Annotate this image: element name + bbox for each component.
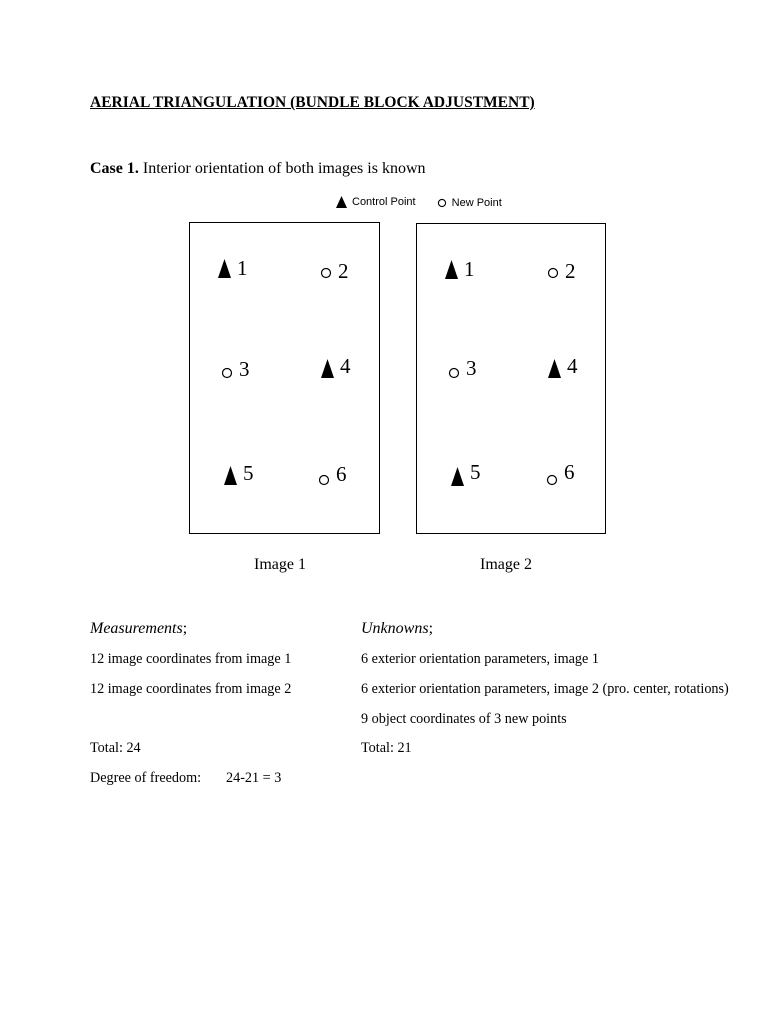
image-1-point-5: [224, 461, 254, 485]
legend-control: [336, 196, 416, 208]
measurement-line: 12 image coordinates from image 1: [90, 651, 292, 667]
control-point-icon: [321, 354, 334, 378]
point-label: 5: [243, 460, 254, 485]
degree-of-freedom-label: Degree of freedom:: [90, 770, 202, 786]
new-point-icon: [546, 458, 558, 486]
image-1-point-6: [318, 462, 347, 486]
measurements-total: Total: 24: [90, 740, 141, 756]
new-point-icon: [547, 260, 559, 282]
legend: [336, 196, 520, 211]
new-point-icon: [320, 260, 332, 282]
measurements-heading-text: Measurements: [90, 620, 183, 637]
measurement-line: 12 image coordinates from image 2: [90, 681, 292, 697]
unknown-line: 6 exterior orientation parameters, image 2 (pro. center, rotations): [361, 681, 729, 697]
new-point-icon: [448, 356, 460, 380]
unknown-line: 6 exterior orientation parameters, image 1: [361, 651, 599, 667]
image-2-point-3: [448, 356, 477, 380]
point-label: 1: [464, 257, 475, 281]
degree-of-freedom-value: 24-21 = 3: [226, 770, 282, 786]
case-label: Case 1.: [90, 160, 139, 177]
point-label: 4: [567, 353, 578, 378]
image-1-point-2: [320, 260, 349, 282]
unknowns-total: Total: 21: [361, 740, 412, 756]
control-point-icon: [451, 458, 464, 486]
point-label: 6: [564, 459, 575, 484]
point-label: 3: [466, 355, 477, 380]
point-label: 3: [239, 356, 250, 381]
point-label: 4: [340, 353, 351, 378]
control-point-icon: [548, 354, 561, 378]
page-title: AERIAL TRIANGULATION (BUNDLE BLOCK ADJUSTMENT): [90, 94, 535, 111]
image-2-point-2: [547, 260, 576, 282]
unknowns-heading-punct: ;: [428, 620, 434, 637]
legend-control-label: Control Point: [352, 196, 416, 208]
unknowns-heading: [361, 620, 433, 638]
new-point-icon: [437, 198, 447, 208]
image-1-caption: Image 1: [254, 556, 306, 573]
control-point-icon: [224, 461, 237, 485]
new-point-icon: [221, 358, 233, 380]
image-2-point-5: [451, 458, 481, 486]
unknown-line: 9 object coordinates of 3 new points: [361, 711, 567, 727]
unknowns-heading-text: Unknowns: [361, 620, 429, 637]
image-2-point-1: [445, 259, 475, 280]
point-label: 1: [237, 256, 248, 280]
measurements-heading: [90, 620, 187, 638]
point-label: 2: [338, 258, 349, 283]
control-point-icon: [336, 196, 347, 208]
image-1-point-1: [218, 258, 248, 279]
image-2-caption: Image 2: [480, 556, 532, 573]
legend-new: [437, 197, 502, 209]
control-point-icon: [445, 260, 458, 279]
point-label: 6: [336, 461, 347, 486]
image-2-point-6: [546, 458, 575, 486]
image-2-point-4: [548, 354, 578, 378]
point-label: 5: [470, 459, 481, 484]
case-text: Interior orientation of both images is known: [138, 160, 426, 177]
case-heading: [90, 160, 426, 178]
legend-new-label: New Point: [451, 197, 502, 209]
point-label: 2: [565, 258, 576, 283]
new-point-icon: [318, 462, 330, 486]
image-1-point-3: [221, 358, 250, 380]
control-point-icon: [218, 259, 231, 278]
measurements-heading-punct: ;: [182, 620, 188, 637]
image-1-point-4: [321, 354, 351, 378]
